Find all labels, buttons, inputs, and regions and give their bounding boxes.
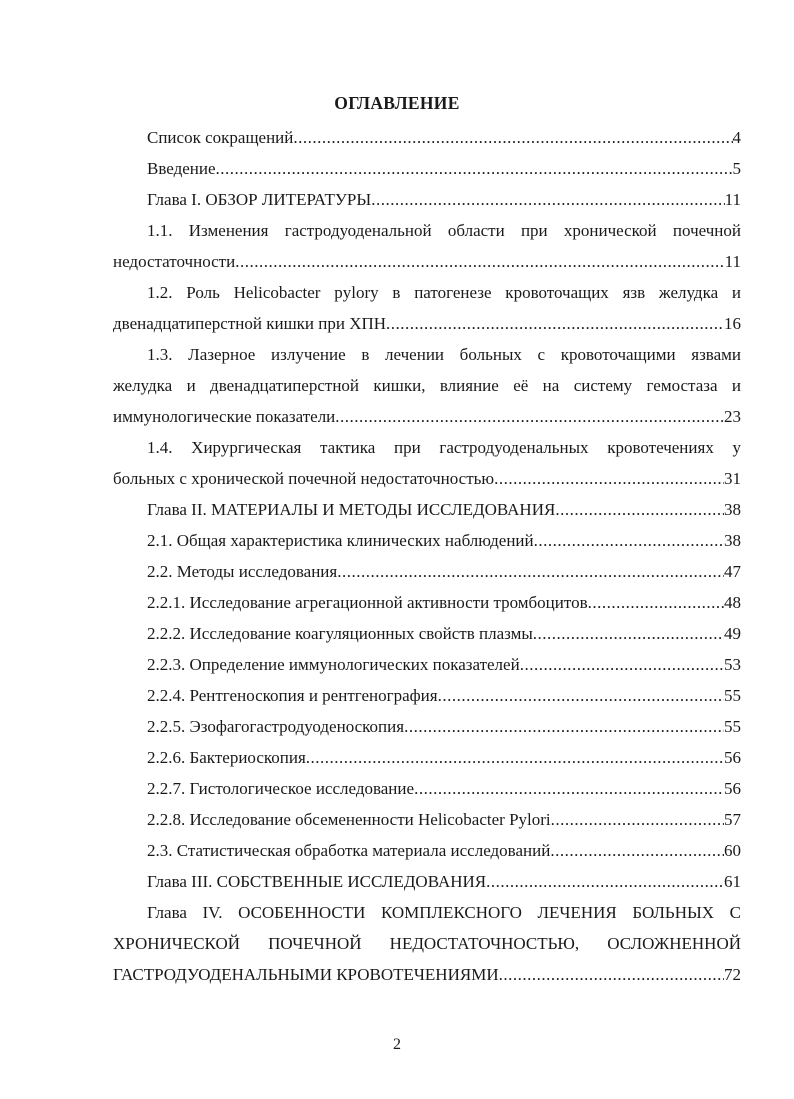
toc-entry-page: 53 — [724, 655, 741, 674]
toc-entry-page: 72 — [724, 965, 741, 984]
toc-entry-text: 2.2.2. Исследование коагуляционных свойств плазмы — [147, 624, 533, 643]
toc-entry-page: 4 — [732, 128, 741, 147]
dot-leader — [337, 556, 724, 587]
dot-leader — [550, 835, 724, 866]
toc-entry-section-2-2-3[interactable] — [113, 649, 741, 680]
toc-title: ОГЛАВЛЕНИЕ — [334, 93, 460, 113]
toc-entry-page: 61 — [724, 872, 741, 891]
page-number: 2 — [393, 1036, 401, 1053]
toc-entry-text: больных с хронической почечной недостаточностью — [113, 469, 495, 488]
toc-entry-section-2-2-1[interactable] — [113, 587, 741, 618]
toc-entry-section-2-3[interactable] — [113, 835, 741, 866]
toc-entry-text: 2.2.1. Исследование агрегационной активности тромбоцитов — [147, 593, 588, 612]
toc-entry-text: 1.4. Хирургическая тактика при гастродуоденальных кровотечениях у — [147, 438, 741, 457]
toc-entry-text: Глава I. ОБЗОР ЛИТЕРАТУРЫ — [147, 190, 372, 209]
toc-entry-abbreviations[interactable] — [113, 122, 741, 153]
dot-leader — [371, 184, 724, 215]
toc-entry-page: 49 — [724, 624, 741, 643]
toc-entry-page: 38 — [724, 531, 741, 550]
dot-leader — [551, 804, 724, 835]
toc-entry-section-2-2[interactable] — [113, 556, 741, 587]
dot-leader — [499, 959, 724, 990]
toc-entry-page: 56 — [724, 779, 741, 798]
toc-entry-text: 1.3. Лазерное излучение в лечении больных с кровоточащими язвами — [147, 345, 741, 364]
toc-entry-text: 2.3. Статистическая обработка материала исследований — [147, 841, 551, 860]
dot-leader — [404, 711, 724, 742]
toc-entry-text: иммунологические показатели — [113, 407, 336, 426]
toc-entry-text: ГАСТРОДУОДЕНАЛЬНЫМИ КРОВОТЕЧЕНИЯМИ — [113, 965, 499, 984]
toc-entry-text: 2.2.8. Исследование обсемененности Helicobacter Pylori — [147, 810, 551, 829]
toc-entry-introduction[interactable] — [113, 153, 741, 184]
table-of-contents — [113, 122, 741, 990]
dot-leader — [235, 246, 724, 277]
toc-entry-text: 2.2. Методы исследования — [147, 562, 338, 581]
dot-leader — [534, 525, 724, 556]
toc-entry-section-1-4[interactable] — [113, 432, 741, 494]
toc-entry-section-2-1[interactable] — [113, 525, 741, 556]
dot-leader — [533, 618, 724, 649]
toc-entry-text: двенадцатиперстной кишки при ХПН — [113, 314, 387, 333]
toc-entry-text: 1.1. Изменения гастродуоденальной области при хронической почечной — [147, 221, 741, 240]
toc-entry-text: 2.1. Общая характеристика клинических наблюдений — [147, 531, 534, 550]
toc-entry-section-2-2-8[interactable] — [113, 804, 741, 835]
dot-leader — [555, 494, 724, 525]
toc-entry-chapter-1[interactable] — [113, 184, 741, 215]
dot-leader — [306, 742, 724, 773]
toc-entry-text: желудка и двенадцатиперстной кишки, влияние её на систему гемостаза и — [113, 376, 741, 395]
toc-entry-section-2-2-6[interactable] — [113, 742, 741, 773]
toc-entry-text: 2.2.7. Гистологическое исследование — [147, 779, 415, 798]
dot-leader — [438, 680, 724, 711]
toc-entry-section-1-1[interactable] — [113, 215, 741, 277]
toc-entry-page: 38 — [724, 500, 741, 519]
toc-entry-page: 5 — [732, 159, 741, 178]
toc-entry-section-2-2-4[interactable] — [113, 680, 741, 711]
toc-entry-text: 2.2.6. Бактериоскопия — [147, 748, 306, 767]
toc-entry-page: 55 — [724, 717, 741, 736]
toc-entry-text: Глава III. СОБСТВЕННЫЕ ИССЛЕДОВАНИЯ — [147, 872, 487, 891]
toc-entry-text: 2.2.4. Рентгеноскопия и рентгенография — [147, 686, 438, 705]
toc-entry-text: 1.2. Роль Helicobacter pylory в патогенезе кровоточащих язв желудка и — [147, 283, 741, 302]
dot-leader — [588, 587, 724, 618]
toc-entry-page: 56 — [724, 748, 741, 767]
toc-entry-page: 11 — [724, 252, 741, 271]
toc-entry-section-2-2-2[interactable] — [113, 618, 741, 649]
toc-entry-chapter-3[interactable] — [113, 866, 741, 897]
toc-entry-chapter-4[interactable] — [113, 897, 741, 990]
toc-entry-text: 2.2.3. Определение иммунологических показателей — [147, 655, 520, 674]
toc-entry-text: 2.2.5. Эзофагогастродуоденоскопия — [147, 717, 405, 736]
dot-leader — [520, 649, 724, 680]
toc-entry-page: 31 — [724, 469, 741, 488]
toc-entry-page: 48 — [724, 593, 741, 612]
toc-entry-page: 55 — [724, 686, 741, 705]
toc-entry-page: 57 — [724, 810, 741, 829]
toc-entry-page: 23 — [724, 407, 741, 426]
dot-leader — [216, 153, 733, 184]
toc-entry-text: Список сокращений — [147, 128, 294, 147]
toc-entry-text: Введение — [147, 159, 216, 178]
dot-leader — [486, 866, 724, 897]
toc-entry-section-2-2-5[interactable] — [113, 711, 741, 742]
toc-entry-section-1-3[interactable] — [113, 339, 741, 432]
dot-leader — [386, 308, 724, 339]
dot-leader — [293, 122, 732, 153]
toc-entry-page: 47 — [724, 562, 741, 581]
toc-entry-text: Глава II. МАТЕРИАЛЫ И МЕТОДЫ ИССЛЕДОВАНИЯ — [147, 500, 556, 519]
toc-entry-page: 11 — [724, 190, 741, 209]
toc-entry-section-1-2[interactable] — [113, 277, 741, 339]
toc-entry-page: 16 — [724, 314, 741, 333]
toc-entry-text: недостаточности — [113, 252, 236, 271]
toc-entry-text: Глава IV. ОСОБЕННОСТИ КОМПЛЕКСНОГО ЛЕЧЕНИЯ БОЛЬНЫХ С — [147, 903, 741, 922]
dot-leader — [414, 773, 724, 804]
dot-leader — [335, 401, 724, 432]
toc-entry-chapter-2[interactable] — [113, 494, 741, 525]
toc-entry-text: ХРОНИЧЕСКОЙ ПОЧЕЧНОЙ НЕДОСТАТОЧНОСТЬЮ, ОСЛОЖНЕННОЙ — [113, 934, 741, 953]
dot-leader — [494, 463, 724, 494]
toc-entry-page: 60 — [724, 841, 741, 860]
toc-entry-section-2-2-7[interactable] — [113, 773, 741, 804]
